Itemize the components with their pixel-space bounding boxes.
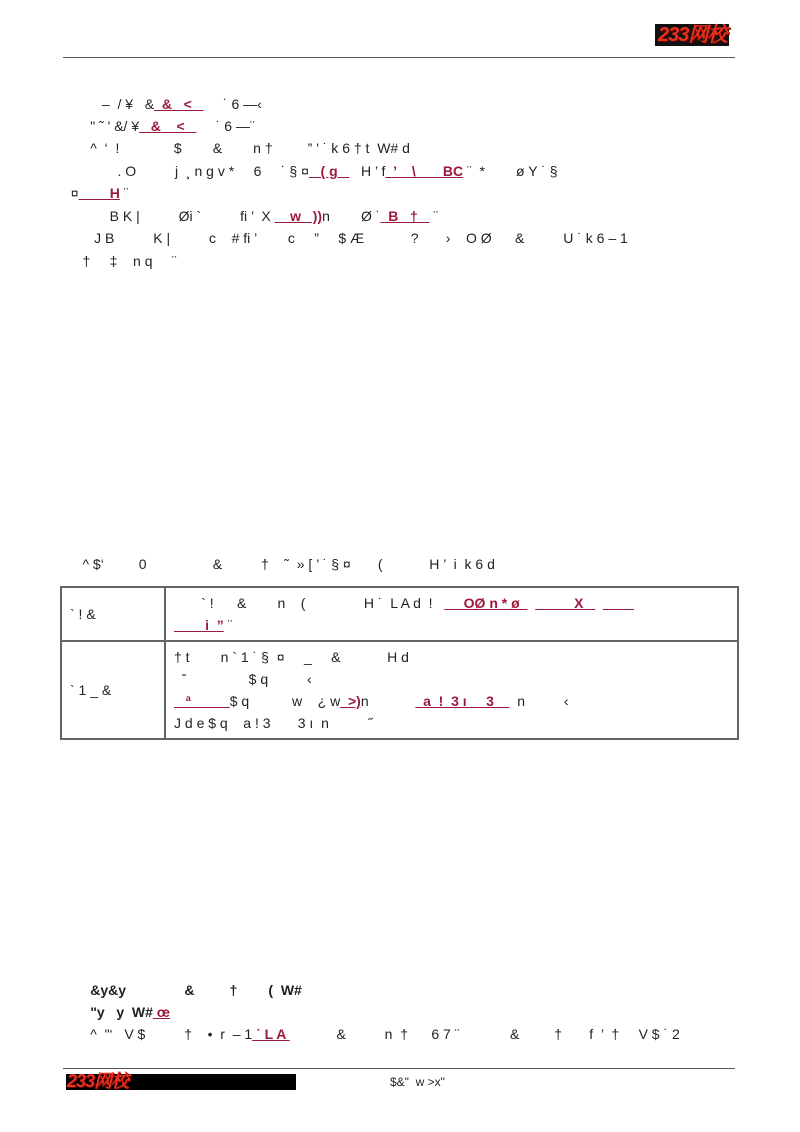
link[interactable]: ’ \ BC [385, 163, 464, 179]
section3-line-2: "y y W# œ [70, 1004, 170, 1020]
para1-line-4: . O j ¸ n g v * 6 ˙ § ¤ ( g H ’ f ’ \ BC ¨ * ø Y ˙ § [70, 163, 558, 179]
header-rule [63, 57, 735, 58]
para1-line-8: † ‡ n q ¨ [70, 253, 177, 269]
table-row-content: ` ! & n ( H ˙ L A d ! OØ n * ø X i ” ¨ [165, 587, 738, 641]
section2-heading: ^ $‘ 0 & † ˜ » [ ’ ˙ § ¤ ( H ’ i k 6 d [63, 556, 495, 572]
para1-line-3: ^ ‘ ! $ & n † ” ' ˙ k 6 † t W# d [70, 140, 410, 156]
link[interactable]: & < [154, 96, 204, 112]
link[interactable]: ˙ L A [252, 1026, 290, 1042]
table-row-label: ` ! & [61, 587, 165, 641]
para1-line-1: – / ¥ & & < ˙ 6 —‹ [70, 96, 262, 112]
link[interactable]: i ” [174, 617, 224, 633]
link[interactable]: ª [174, 693, 230, 709]
link[interactable]: OØ n * ø [444, 595, 528, 611]
para1-line-2: " ˜ ' &/ ¥ & < ˙ 6 —¨ [70, 118, 255, 134]
table-row-content: † t n ` 1 ˙ § ¤ _ & H d ˇ $ q ‹ ª $ q w ¿ w >)n a ! 3 ı 3 n ‹ J d e $ q a ! 3 3 ı n ˝ [165, 641, 738, 739]
link[interactable]: ( g [308, 163, 350, 179]
link[interactable] [603, 595, 634, 611]
link[interactable]: H [78, 185, 120, 201]
table-row-label: ` 1 _ & [61, 641, 165, 739]
footer-logo: 233网校 [67, 1071, 129, 1091]
link[interactable]: X [535, 595, 596, 611]
section3-line-1: &y&y & † ( W# [70, 982, 302, 998]
table-row [61, 641, 738, 739]
info-table [60, 586, 739, 740]
page-number: $&" w >x" [390, 1075, 445, 1089]
para1-line-5: ¤ H ¨ [70, 185, 129, 201]
link[interactable]: w )) [274, 208, 323, 224]
table-row [61, 587, 738, 641]
link[interactable]: a ! 3 ı 3 [415, 693, 510, 709]
link[interactable]: & < [139, 118, 197, 134]
link[interactable]: >) [340, 693, 361, 709]
header-logo: 233网校 [655, 24, 729, 46]
para1-line-6: B K | Øi ` fi ’ X w ))n Ø ˙ B † ¨ [70, 208, 438, 224]
section3-line-3: ^ "‘ V $ † • r – 1 ˙ L A & n † 6 7 ¨ & † f ’ † V $ ˙ 2 [70, 1026, 680, 1042]
link[interactable]: œ [152, 1004, 170, 1020]
link[interactable]: B † [380, 208, 430, 224]
para1-line-7: J B K | c # fi ’ c ” $ Æ ? › O Ø & U ˙ k 6 – 1 [70, 230, 628, 246]
footer-rule [63, 1068, 735, 1069]
